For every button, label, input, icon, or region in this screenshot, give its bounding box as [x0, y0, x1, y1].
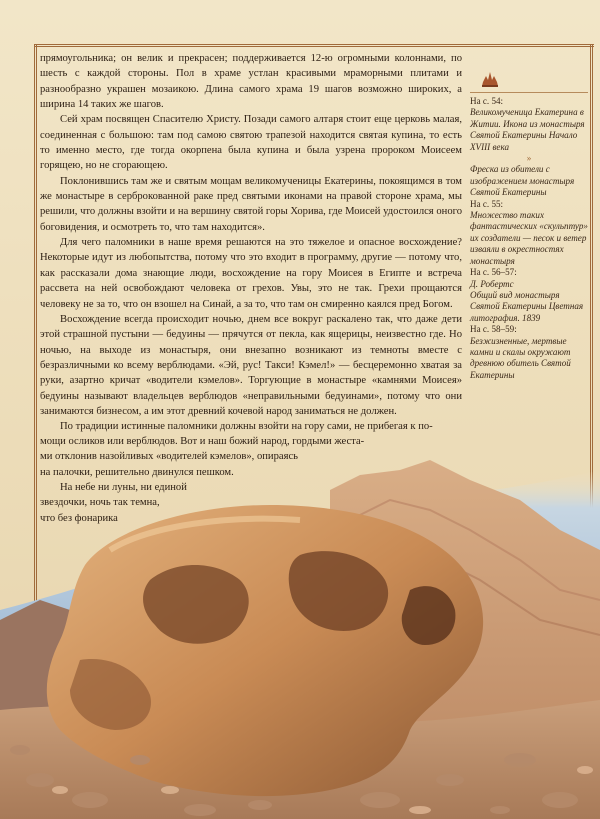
caption-1: Великомученица Екатерина в Житии. Икона из монастыря Святой Екатерины Начало XVIII века — [470, 107, 585, 152]
caption-5: Общий вид монастыря Святой Екатерины Цветная литография. 1839 — [470, 289, 584, 323]
paragraph-7-line-2: звездочки, ночь так темна, — [40, 497, 160, 509]
paragraph-6-line-3: ми отклонив назойливых «водителей кэмелов», опираясь — [40, 451, 299, 463]
paragraph-7-line-3: что без фонарика — [40, 512, 118, 524]
caption-6: Безжизненные, мертвые камни и скалы окружают древнюю обитель Святой Екатерины — [470, 335, 571, 380]
caption-3: Множество таких фантастических «скульптур» их создатели — песок и ветер изваяли в окрестностях монастыря — [470, 210, 588, 266]
article-body — [40, 51, 462, 435]
paragraph-3: Поклонившись там же и святым мощам великомученицы Екатерины, покоящимся в том же монастыре в серброкованной раке пред святыми иконами на правой стороне храма, мы решили, что должны взойти и на вершину святой горы Хорива, где Моисей удостоился оного боговидения, и осмотреть то, что там находится». — [40, 175, 462, 233]
caption-ref-2: На с. 55: — [470, 198, 504, 209]
paragraph-6-line-1: По традиции истинные паломники должны взойти на гору сами, не прибегая к по- — [60, 421, 433, 433]
paragraph-1: прямоугольника; он велик и прекрасен; поддерживается 12-ю огромными колоннами, по шесть с каждой стороны. Пол в храме устлан красивыми мраморными плитами и разнообразно украшен мозаикою. Длина самого храма 19 шагов возможно широких, а ширина 14 таких же шагов. — [40, 53, 462, 111]
caption-ref-4: На с. 58–59: — [470, 324, 517, 335]
paragraph-5: Восхождение всегда происходит ночью, днем все вокруг раскалено так, что даже дети этой страшной пустыни — бедуины — прячутся от пекла, как ящерицы, неизвестно где. Но ночью, на выходе из монастыря, они внезапно возникают из темноты вместе с безразличными ко всему верблюдами. «Эй, рус! Такси! Кэмел!» — бесцеремонно хватая за руки, азартно кричат «водители кэмелов». Торгующие в монастыре «камнями Моисея» бедуины называют владельцев верблюдов «неправильными бедуинами», потому что они занимаются бизнесом, а им этот древний кочевой народ заниматься не должен. — [40, 313, 462, 417]
crown-ornament-icon — [480, 70, 500, 88]
caption-sidebar — [470, 96, 588, 381]
paragraph-7-line-1: На небе ни луны, ни единой — [60, 482, 187, 494]
frame-top-border — [34, 44, 594, 47]
sidebar-divider — [470, 92, 588, 93]
paragraph-6-line-2: мощи осликов или верблюдов. Вот и наш божий народ, гордыми жеста- — [40, 436, 365, 447]
caption-2: Фреска из обители с изображением монастыря Святой Екатерины — [470, 164, 575, 198]
caption-bullet: » — [526, 153, 532, 164]
paragraph-4: Для чего паломники в наше время решаются на это тяжелое и опасное восхождение? Некоторые идут из любопытства, потому что это входит в программу, другие — потому что, как рассказали дома знающие люди, восхождение на гору Моисея в Египте и встреча рассвета на ней освобождают человека от грехов. Увы, это не так. Грехи прощаются человеку не за то, что он взошел на Синай, а за то, что там он смиренно каялся пред Богом. — [40, 237, 462, 310]
paragraph-6-line-4: на палочки, решительно двинулся пешком. — [40, 466, 234, 478]
paragraph-6-continued — [40, 434, 460, 526]
caption-ref-1: На с. 54: — [470, 96, 504, 106]
caption-4: Д. Робертс — [470, 278, 514, 289]
paragraph-2: Сей храм посвящен Спасителю Христу. Позади самого алтаря стоит еще церковь малая, соединенная с большою: там под самою святою трапезой находится святая купина, то есть то именно место, где тогда окорпена была купина и была узрена пророком Моисеем горящею, но не сгорающею. — [40, 114, 462, 172]
frame-right-border — [590, 44, 593, 524]
caption-ref-3: На с. 56–57: — [470, 267, 517, 278]
